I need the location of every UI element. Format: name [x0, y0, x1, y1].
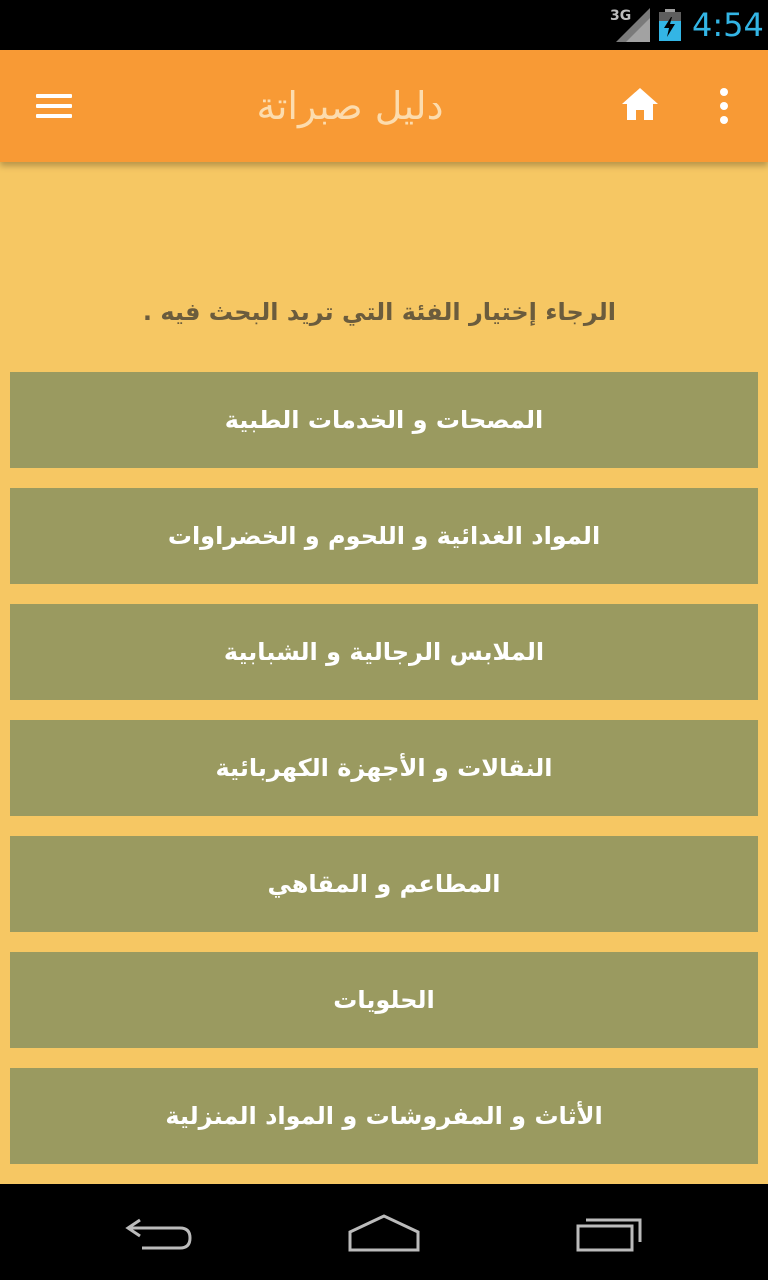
- instruction-text: الرجاء إختيار الفئة التي تريد البحث فيه .: [142, 298, 616, 326]
- category-button-groceries[interactable]: المواد الغدائية و اللحوم و الخضراوات: [10, 488, 758, 584]
- battery-charging-icon: [658, 9, 682, 41]
- recent-apps-icon[interactable]: [572, 1212, 648, 1252]
- navigation-bar: [0, 1184, 768, 1280]
- menu-icon[interactable]: [34, 86, 74, 122]
- category-button-medical[interactable]: المصحات و الخدمات الطبية: [10, 372, 758, 468]
- overflow-menu-icon[interactable]: [712, 86, 736, 126]
- category-list: [10, 372, 758, 1184]
- home-icon[interactable]: [620, 86, 660, 122]
- category-button-restaurants[interactable]: المطاعم و المقاهي: [10, 836, 758, 932]
- clock: 4:54: [692, 6, 764, 44]
- category-button-clothing[interactable]: الملابس الرجالية و الشبابية: [10, 604, 758, 700]
- signal-strength-icon: [610, 8, 650, 42]
- category-button-electronics[interactable]: النقالات و الأجهزة الكهربائية: [10, 720, 758, 816]
- status-bar: [0, 0, 768, 50]
- back-icon[interactable]: [122, 1212, 198, 1252]
- category-button-sweets[interactable]: الحلويات: [10, 952, 758, 1048]
- app-title: دليل صبراتة: [256, 84, 444, 128]
- app-bar: [0, 50, 768, 162]
- category-button-furniture[interactable]: الأثاث و المفروشات و المواد المنزلية: [10, 1068, 758, 1164]
- network-type-label: 3G: [610, 8, 632, 24]
- home-nav-icon[interactable]: [346, 1212, 422, 1252]
